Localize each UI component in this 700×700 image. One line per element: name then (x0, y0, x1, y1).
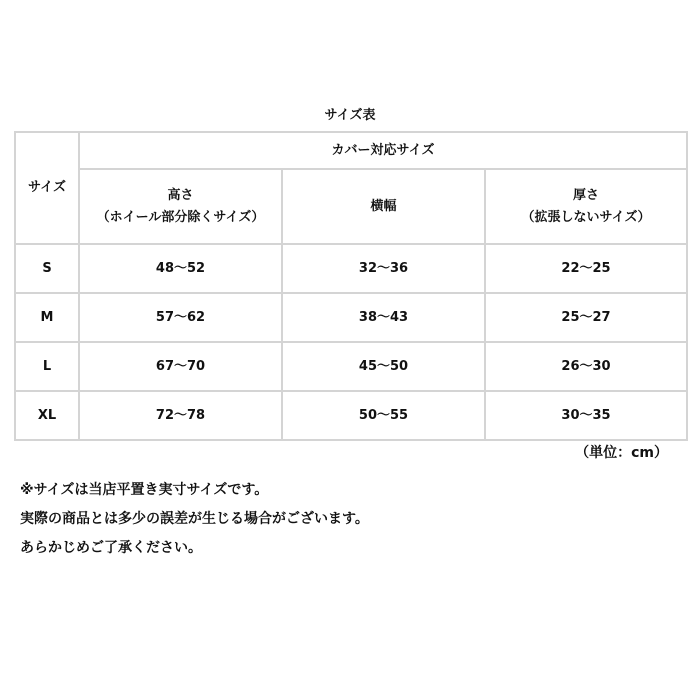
height-header-note: （ホイール部分除くサイズ） (96, 209, 265, 225)
thickness-cell: 30～35 (485, 391, 687, 440)
width-cell: 45～50 (282, 342, 485, 391)
size-column-header: サイズ (15, 132, 79, 244)
width-cell: 38～43 (282, 293, 485, 342)
table-header-row (15, 132, 687, 169)
height-cell: 48～52 (79, 244, 282, 293)
height-cell: 57～62 (79, 293, 282, 342)
table-row (15, 342, 687, 391)
size-cell: M (15, 293, 79, 342)
width-cell: 50～55 (282, 391, 485, 440)
table-row (15, 391, 687, 440)
height-cell: 67～70 (79, 342, 282, 391)
size-cell: XL (15, 391, 79, 440)
size-cell: S (15, 244, 79, 293)
note-line: 実際の商品とは多少の誤差が生じる場合がございます。 (20, 511, 369, 527)
thickness-cell: 25～27 (485, 293, 687, 342)
notes (20, 476, 369, 563)
width-column-header (282, 169, 485, 244)
height-cell: 72～78 (79, 391, 282, 440)
note-line: ※サイズは当店平置き実寸サイズです。 (20, 482, 269, 498)
table-title: サイズ表 (324, 108, 376, 123)
thickness-cell: 26～30 (485, 342, 687, 391)
unit-label: （単位：cm） (575, 445, 668, 461)
cover-size-group-header: カバー対応サイズ (79, 132, 687, 169)
size-cell: L (15, 342, 79, 391)
height-column-header (79, 169, 282, 244)
thickness-cell: 22～25 (485, 244, 687, 293)
table-row (15, 293, 687, 342)
width-cell: 32～36 (282, 244, 485, 293)
size-table (14, 131, 688, 441)
thickness-column-header (485, 169, 687, 244)
table-row (15, 244, 687, 293)
width-header-label: 横幅 (370, 198, 397, 214)
note-line: あらかじめご了承ください。 (20, 540, 202, 556)
thickness-header-label: 厚さ (573, 187, 600, 203)
thickness-header-note: （拡張しないサイズ） (521, 209, 651, 225)
height-header-label: 高さ (167, 187, 194, 203)
table-subheader-row (15, 169, 687, 244)
